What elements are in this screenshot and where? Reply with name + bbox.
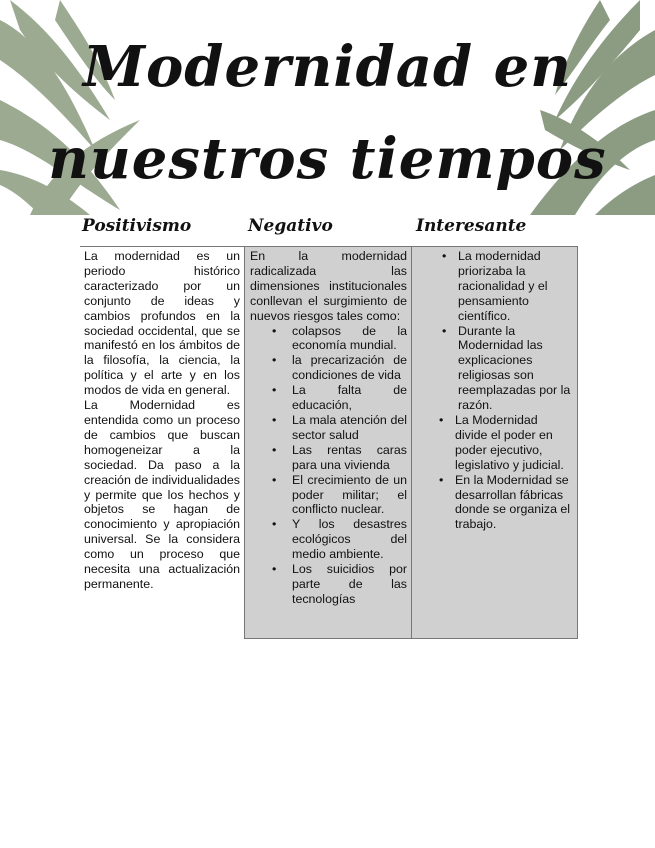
positive-paragraph-1: La modernidad es un periodo histórico caracterizado por un conjunto de ideas y cambios profundos en la sociedad occidental, que se manifestó en los ámbitos de la filosofía, la ciencia, la política y el arte y en los modos de vida en general. xyxy=(84,249,240,398)
list-item: • En la Modernidad se desarrollan fábricas donde se organiza el trabajo. xyxy=(418,473,573,533)
list-item: • El crecimiento de un poder militar; el conflicto nuclear. xyxy=(250,473,407,518)
positive-cell xyxy=(80,246,244,592)
heading-positive: Positivismo xyxy=(82,216,192,236)
list-item: • Las rentas caras para una vivienda xyxy=(250,443,407,473)
list-item: • Los suicidios por parte de las tecnologías xyxy=(250,562,407,607)
interesting-cell xyxy=(411,246,578,639)
negative-list xyxy=(250,324,407,607)
list-item: • La modernidad priorizaba la racionalidad y el pensamiento científico. xyxy=(418,249,573,324)
list-item: • Y los desastres ecológicos del medio ambiente. xyxy=(250,517,407,562)
page-title-line-2: nuestros tiempos xyxy=(48,126,607,192)
list-item: • La mala atención del sector salud xyxy=(250,413,407,443)
interesting-list-outer xyxy=(418,413,573,532)
negative-cell xyxy=(244,246,411,639)
list-item: • La Modernidad divide el poder en poder ejecutivo, legislativo y judicial. xyxy=(418,413,573,473)
list-item: • La falta de educación, xyxy=(250,383,407,413)
negative-intro: En la modernidad radicalizada las dimensiones institucionales conllevan el surgimiento de nuevos riesgos tales como: xyxy=(250,249,407,323)
page-title-line-1: Modernidad en xyxy=(82,34,573,100)
list-item: • colapsos de la economía mundial. xyxy=(250,324,407,354)
interesting-list xyxy=(418,249,573,413)
heading-negative: Negativo xyxy=(248,216,333,236)
list-item: • Durante la Modernidad las explicaciones religiosas son reemplazadas por la razón. xyxy=(418,324,573,413)
list-item: • la precarización de condiciones de vida xyxy=(250,353,407,383)
positive-paragraph-2: La Modernidad es entendida como un proceso de cambios que buscan homogeneizar a la sociedad. Da paso a la creación de individualidades y permite que los hechos y objetos se hagan de conocimiento y apropiación universal. Se la considera como un proceso que necesita una actualización permanente. xyxy=(84,398,240,591)
heading-interesting: Interesante xyxy=(416,216,527,236)
